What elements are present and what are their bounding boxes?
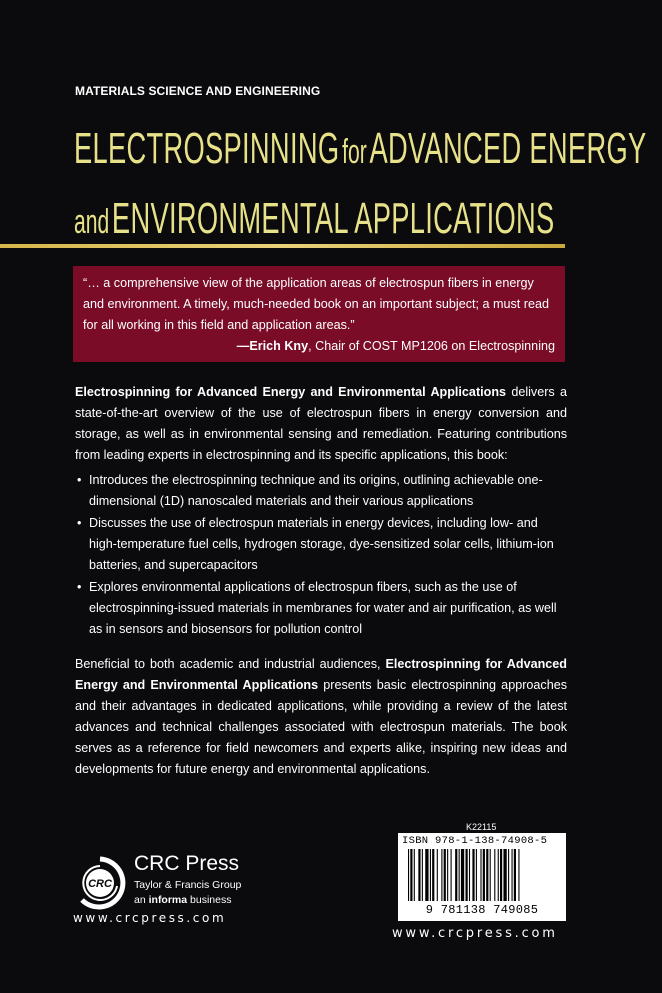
feature-item: • Discusses the use of electrospun materials in energy devices, including low- and high-temperature fuel cells, hydrogen storage, dye-sensitized solar cells, lithium-ion batteries, and supercapacitors bbox=[75, 513, 567, 576]
barcode-bar bbox=[430, 849, 431, 901]
barcode-url[interactable]: www.crcpress.com bbox=[392, 926, 558, 941]
barcode-bar bbox=[444, 849, 446, 901]
barcode-number: 9 781138 749085 bbox=[425, 903, 539, 917]
gold-divider bbox=[0, 244, 565, 248]
publisher-name: CRC Press bbox=[134, 852, 240, 875]
barcode-bar bbox=[447, 849, 448, 901]
intro-paragraph bbox=[75, 382, 567, 466]
barcode-bar bbox=[480, 849, 481, 901]
closing-text-pre: Beneficial to both academic and industrial audiences, bbox=[75, 657, 386, 671]
barcode-bar bbox=[461, 849, 464, 901]
barcode-bar bbox=[441, 849, 442, 901]
barcode-bar bbox=[508, 849, 509, 901]
crc-logo-icon bbox=[73, 856, 127, 910]
publisher-parent-bold: informa bbox=[148, 894, 188, 906]
endorsement-author: —Erich Kny bbox=[236, 339, 309, 353]
barcode-bar bbox=[459, 849, 460, 901]
barcode-bar bbox=[472, 849, 474, 901]
barcode-bar bbox=[490, 849, 491, 901]
barcode-bar bbox=[494, 849, 495, 901]
publisher-url[interactable]: www.crcpress.com bbox=[73, 911, 227, 925]
barcode-bar bbox=[422, 849, 423, 901]
publisher-parent-post: business bbox=[187, 894, 232, 906]
endorsement-quote: “… a comprehensive view of the application areas of electrospun fibers in energy and environment. A timely, much-needed book on an important subject; a must read for all working in this field and application areas.” bbox=[83, 276, 549, 332]
book-title bbox=[74, 119, 647, 259]
endorsement-box bbox=[73, 266, 565, 362]
barcode-bar bbox=[466, 849, 468, 901]
barcode-bar bbox=[483, 849, 485, 901]
feature-item: • Explores environmental applications of electrospun fibers, such as the use of electrospinning-issued materials in membranes for water and air purification, as well as in sensors and biosensors for pollution control bbox=[75, 577, 567, 640]
description bbox=[75, 382, 567, 780]
barcode-bar bbox=[512, 849, 513, 901]
endorsement-attribution bbox=[83, 336, 555, 357]
barcode-bar bbox=[414, 849, 415, 901]
barcode-bar bbox=[408, 849, 409, 901]
publisher-parent-pre: an bbox=[134, 894, 149, 906]
closing-book-title: Electrospinning for Advanced Energy and Environmental Applications bbox=[75, 657, 567, 692]
barcode-bar bbox=[451, 849, 452, 901]
barcode-bar bbox=[455, 849, 457, 901]
product-code: K22115 bbox=[466, 822, 497, 832]
title-part4: and bbox=[74, 203, 110, 241]
closing-text-post: presents basic electrospinning approaches and their advantages in dedicated applications, while providing a review of the latest advances and technical challenges associated with electrospun materials. The book serves as a reference for field newcomers and experts alike, inspiring new ideas and developments for future energy and environmental applications. bbox=[75, 678, 568, 776]
series-label: MATERIALS SCIENCE AND ENGINEERING bbox=[75, 84, 321, 98]
barcode-bar bbox=[518, 849, 519, 901]
endorsement-affiliation: , Chair of COST MP1206 on Electrospinning bbox=[308, 339, 555, 353]
barcode-bar bbox=[514, 849, 516, 901]
intro-book-title: Electrospinning for Advanced Energy and Environmental Applications bbox=[75, 385, 507, 399]
barcode-bar bbox=[432, 849, 434, 901]
title-part1: ELECTROSPINNING bbox=[74, 124, 340, 173]
barcode-bar bbox=[418, 849, 420, 901]
title-part3: ADVANCED ENERGY bbox=[369, 124, 647, 173]
isbn-text: ISBN 978-1-138-74908-5 bbox=[402, 835, 548, 847]
publisher-group: Taylor & Francis Group bbox=[134, 879, 242, 891]
title-part5: ENVIRONMENTAL APPLICATIONS bbox=[111, 194, 555, 243]
barcode-bar bbox=[425, 849, 428, 901]
barcode-bars bbox=[402, 849, 562, 905]
closing-paragraph bbox=[75, 654, 567, 780]
feature-item: • Introduces the electrospinning technique and its origins, outlining achievable one-dimensional (1D) nanoscaled materials and their various applications bbox=[75, 470, 567, 512]
publisher-parent bbox=[134, 894, 231, 906]
barcode-bar bbox=[410, 849, 412, 901]
barcode-bar bbox=[486, 849, 488, 901]
barcode-bar bbox=[500, 849, 502, 901]
barcode bbox=[398, 833, 566, 921]
barcode-bar bbox=[476, 849, 477, 901]
barcode-bar bbox=[437, 849, 438, 901]
title-part2: for bbox=[342, 133, 367, 171]
crc-logo-text: CRC bbox=[88, 878, 112, 890]
barcode-bar bbox=[498, 849, 499, 901]
feature-list bbox=[75, 470, 567, 640]
barcode-bar bbox=[469, 849, 470, 901]
intro-text: delivers a state-of-the-art overview of the use of electrospun fibers in energy conversion and storage, as well as in environmental sensing and remediation. Featuring contributions from leading experts in electrospinning and its specific applications, this book: bbox=[75, 385, 567, 462]
barcode-bar bbox=[503, 849, 506, 901]
